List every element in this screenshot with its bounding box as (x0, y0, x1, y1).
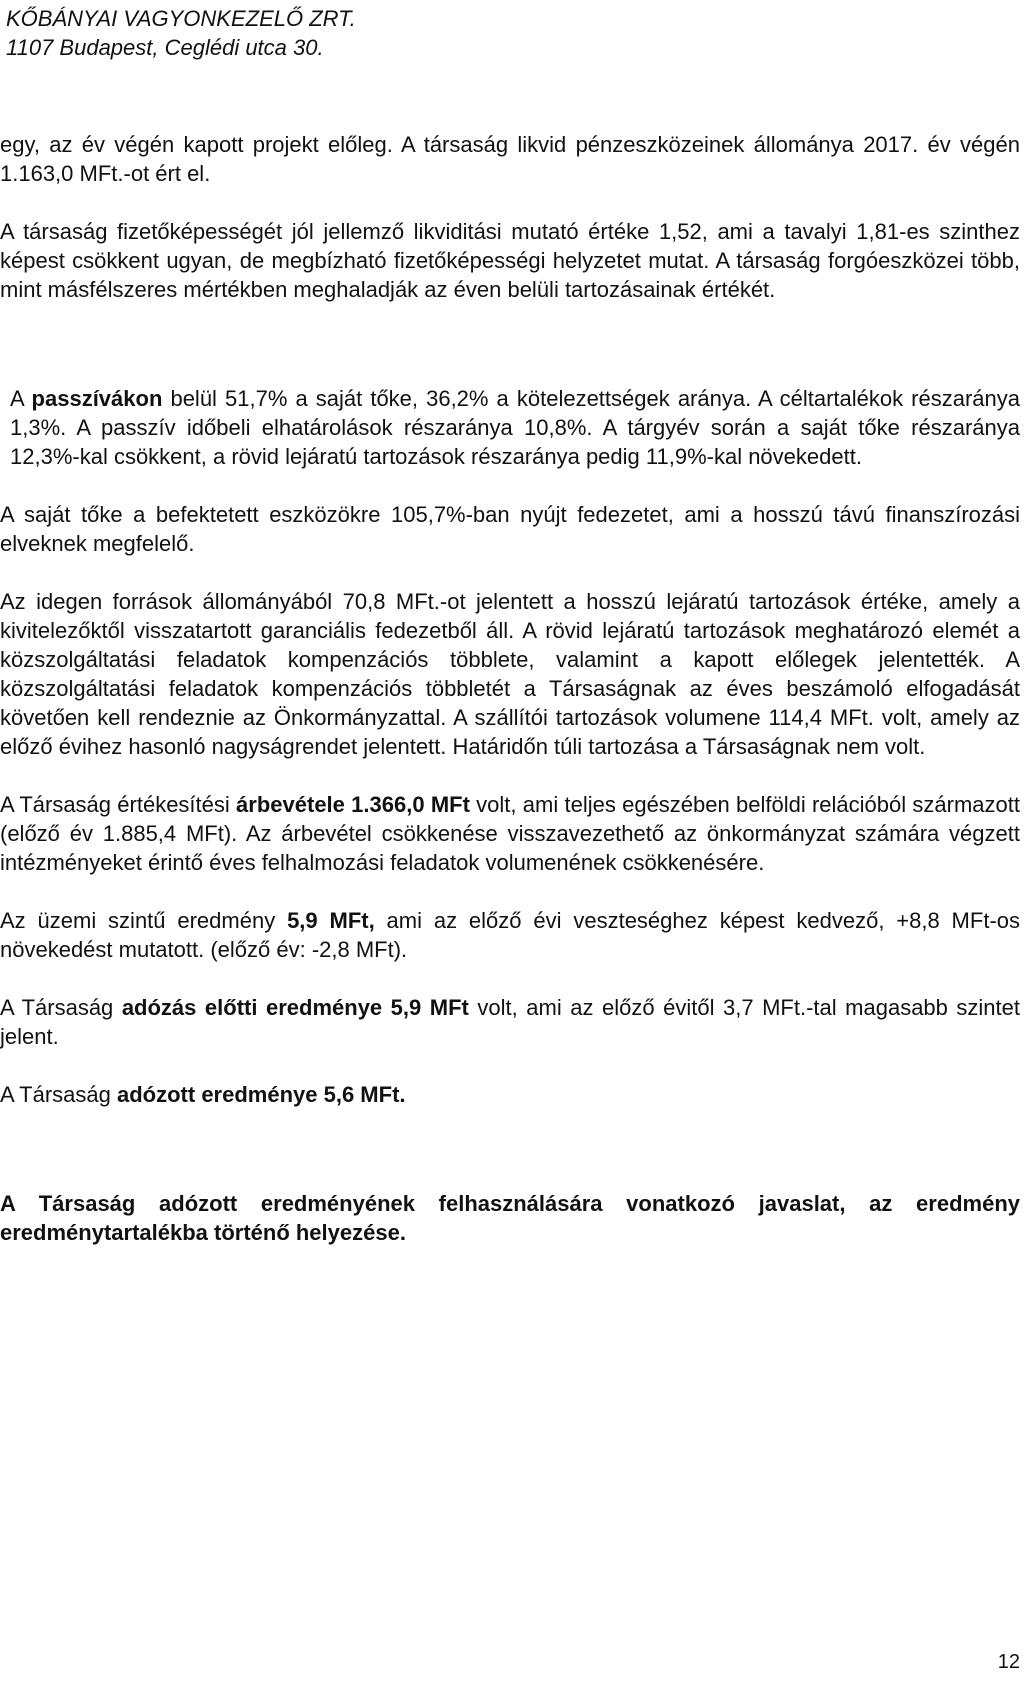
text-span: A Társaság (0, 995, 122, 1020)
bold-span: A Társaság adózott eredményének felhasználására vonatkozó javaslat, az eredmény eredménytartalékba történő helyezése. (0, 1191, 1020, 1245)
text-span: Az üzemi szintű eredmény (0, 908, 288, 933)
paragraph-equity-coverage: A saját tőke a befektetett eszközökre 105,7%-ban nyújt fedezetet, ami a hosszú távú finanszírozási elveknek megfelelő. (0, 502, 1020, 556)
company-address: 1107 Budapest, Ceglédi utca 30. (6, 35, 324, 60)
paragraph-revenue (0, 790, 1020, 877)
bold-span: adózott eredménye 5,6 MFt. (117, 1082, 406, 1107)
paragraph-operating-result (0, 906, 1020, 964)
company-name: KŐBÁNYAI VAGYONKEZELŐ ZRT. (6, 6, 356, 31)
text-span: ami az előző évi veszteséghez képest kedvező, +8,8 MFt-os növekedést mutatott. (előző év: -2,8 MFt). (0, 908, 1021, 962)
text-span: volt, ami teljes egészében belföldi relációból származott (előző év 1.885,4 MFt). Az árbevétel csökkenése visszavezethető az önkormányzat számára végzett intézményeket érintő éves felhalmozási feladatok volumenének csökkenésére. (0, 792, 1020, 875)
bold-span: 5,9 MFt, (287, 908, 375, 933)
document-body (0, 130, 1020, 1247)
paragraph-external-funds: Az idegen források állományából 70,8 MFt.-ot jelentett a hosszú lejáratú tartozások értéke, amely a kivitelezőktől visszatartott garanciális fedezetből áll. A rövid lejáratú tartozások meghatározó elemét a közszolgáltatási feladatok kompenzációs többlete, valamint a kapott előlegek jelentették. A közszolgáltatási feladatok kompenzációs többletét a Társaságnak az éves beszámoló elfogadását követően kell rendeznie az Önkormányzattal. A szállítói tartozások volumene 114,4 MFt. volt, amely az előző évihez hasonló nagyságrendet jelentett. Határidőn túli tartozása a Társaságnak nem volt. (0, 589, 1020, 759)
text-span: volt, ami az előző évitől 3,7 MFt.-tal magasabb szintet jelent. (0, 995, 1021, 1049)
bold-span: adózás előtti eredménye 5,9 MFt (121, 995, 469, 1020)
text-span: belül 51,7% a saját tőke, 36,2% a kötelezettségek aránya. A céltartalékok részaránya 1,3%. A passzív időbeli elhatárolások részaránya 10,8%. A tárgyév során a saját tőke részaránya 12,3%-kal csökkent, a rövid lejáratú tartozások részaránya pedig 11,9%-kal növekedett. (10, 386, 1020, 469)
paragraph-proposal (0, 1189, 1020, 1247)
page-number: 12 (997, 1651, 1020, 1673)
paragraph-liquid-assets: egy, az év végén kapott projekt előleg. A társaság likvid pénzeszközeinek állománya 2017. év végén 1.163,0 MFt.-ot ért el. (0, 132, 1020, 186)
bold-span: passzívákon (31, 386, 163, 411)
bold-span: árbevétele 1.366,0 MFt (236, 792, 470, 817)
paragraph-pretax-result (0, 993, 1020, 1051)
paragraph-net-result (0, 1080, 1020, 1109)
paragraph-liabilities (0, 384, 1020, 471)
paragraph-liquidity: A társaság fizetőképességét jól jellemző likviditási mutató értéke 1,52, ami a tavalyi 1,81-es szinthez képest csökkent ugyan, de megbízható fizetőképességi helyzetet mutat. A társaság forgóeszközei több, mint másfélszeres mértékben meghaladják az éven belüli tartozásainak értékét. (0, 219, 1020, 302)
page-header (6, 4, 356, 62)
text-span: A Társaság (0, 1082, 117, 1107)
text-span: A (10, 386, 32, 411)
text-span: A Társaság értékesítési (0, 792, 237, 817)
